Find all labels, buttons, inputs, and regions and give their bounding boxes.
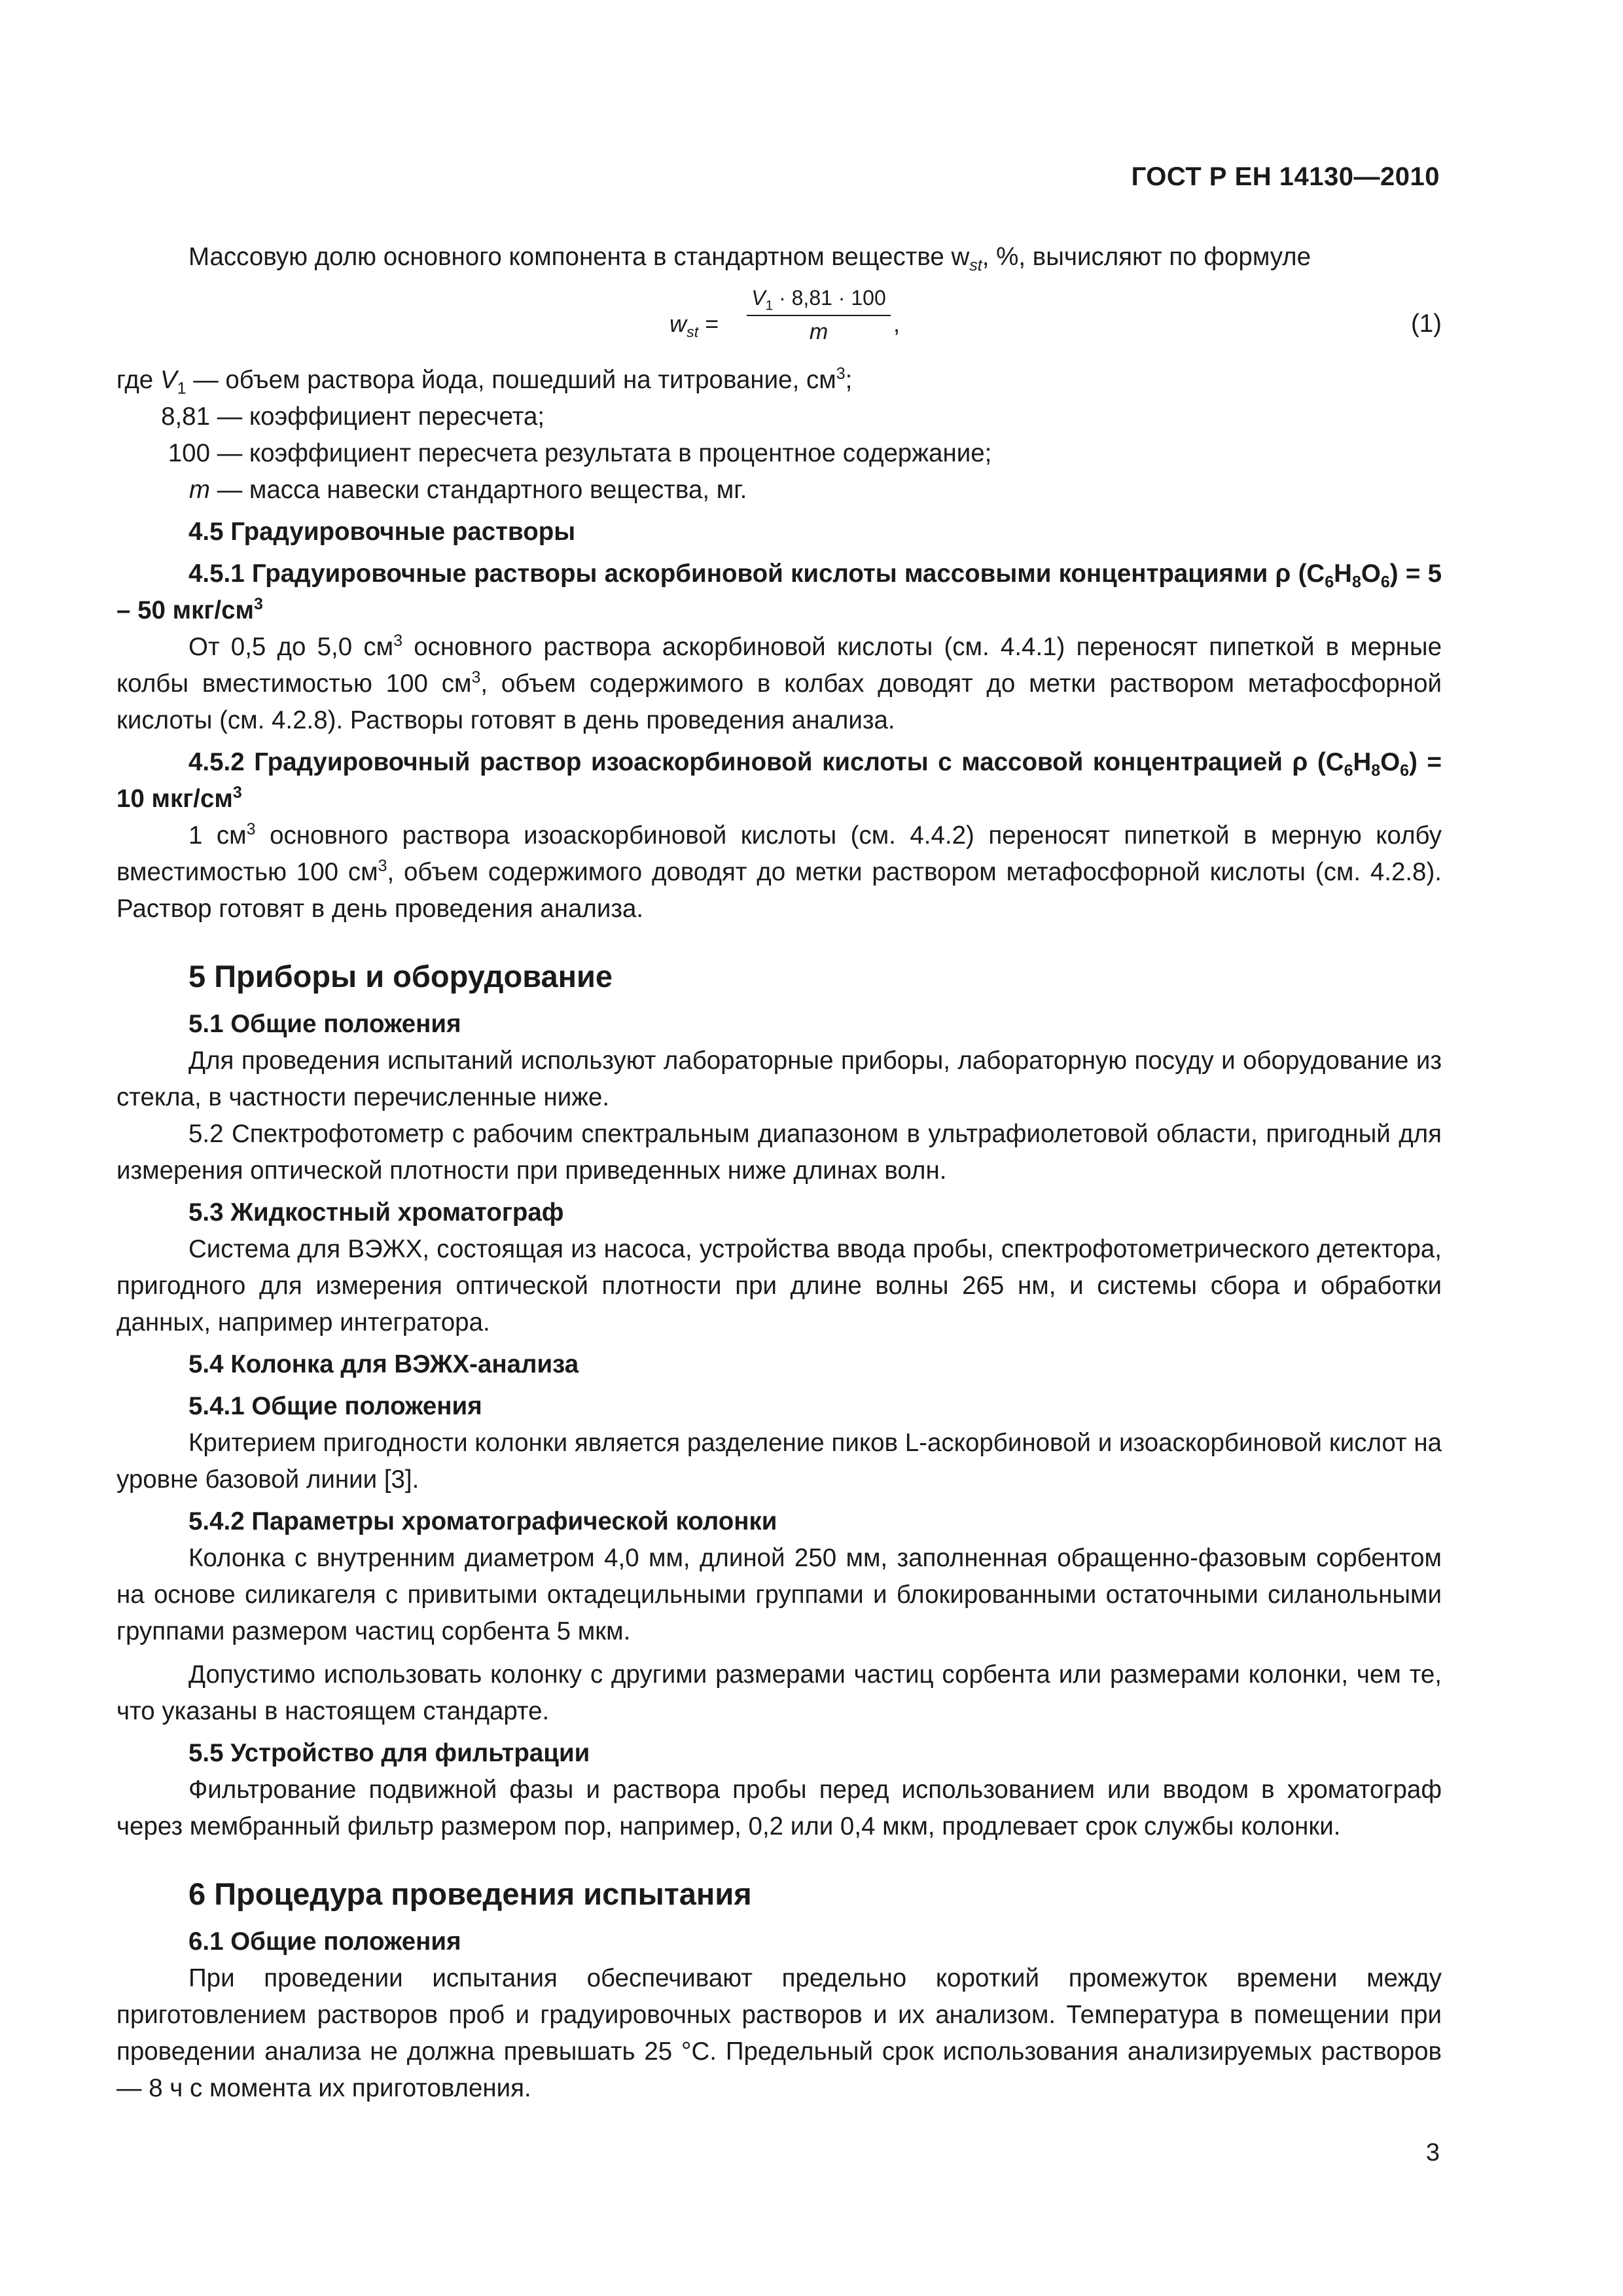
- para-text: 1 см: [188, 821, 247, 850]
- formula-text: H: [1334, 560, 1352, 588]
- section-5-4-1-text: Критерием пригодности колонки является разделение пиков L-аскорбиновой и изоаскорбиновой кислот на уровне базовой линии [3].: [116, 1429, 1442, 1494]
- para-sup: 3: [378, 857, 387, 876]
- section-5-5-title: 5.5 Устройство для фильтрации: [188, 1739, 590, 1767]
- para-text: основного раствора изоаскорбиновой кислоты (см. 4.4.2) переносят пипеткой в мерную колбу вместимостью 100 см: [116, 821, 1442, 886]
- where-text: — коэффициент пересчета;: [210, 403, 545, 431]
- where-key: 8,81: [161, 403, 210, 431]
- intro-tail: , %, вычисляют по формуле: [982, 243, 1311, 271]
- formula-numerator: [747, 283, 891, 312]
- where-tail: ;: [845, 366, 853, 394]
- para-text: , объем содержимого в колбах доводят до метки раствором метафосфорной кислоты (см. 4.2.8). Растворы готовят в день проведения анализа.: [116, 670, 1442, 734]
- where-item: [116, 472, 1442, 509]
- title-text: ) = 5 – 50 мкг/см: [116, 560, 1442, 624]
- section-5-1-text: Для проведения испытаний используют лабораторные приборы, лабораторную посуду и оборудование из стекла, в частности перечисленные ниже.: [116, 1047, 1442, 1111]
- where-text: — объем раствора йода, пошедший на титрование, см: [186, 366, 836, 394]
- where-text: — масса навески стандартного вещества, мг.: [210, 476, 747, 504]
- formula-comma: ,: [893, 310, 901, 337]
- section-5-3-text: Система для ВЭЖХ, состоящая из насоса, устройства ввода пробы, спектрофотометрического детектора, пригодного для измерения оптической плотности при длине волны 265 нм, и системы сбора и обработки данных, например интегратора.: [116, 1235, 1442, 1336]
- formula-lhs-var: w: [669, 310, 687, 337]
- formula-sub: 6: [1400, 761, 1410, 780]
- section-6-1-text: При проведении испытания обеспечивают предельно короткий промежуток времени между приготовлением растворов проб и градуировочных растворов и их анализом. Температура в помещении при проведении анализа не должна превышать 25 °C. Предельный срок использования анализируемых растворов — 8 ч с момента их приготовления.: [116, 1964, 1442, 2102]
- where-sup: 3: [836, 365, 846, 384]
- formula-sub: 8: [1371, 761, 1381, 780]
- page-body: [116, 239, 1442, 2107]
- section-4-5-2-text: [116, 817, 1442, 927]
- where-item: [116, 399, 1442, 435]
- where-item: [116, 435, 1442, 472]
- intro-paragraph: [116, 239, 1442, 276]
- page-number: 3: [1425, 2139, 1440, 2166]
- para-sup: 3: [471, 668, 481, 687]
- formula-fraction: [747, 283, 891, 346]
- section-5-1-title: 5.1 Общие положения: [188, 1010, 461, 1038]
- title-text: 4.5.2 Градуировочный раствор изоаскорбиновой кислоты с массовой концентрацией ρ (C: [188, 748, 1344, 776]
- formula-lhs: [669, 306, 719, 342]
- section-4-5-1-title: [116, 556, 1442, 629]
- formula-num-sub: 1: [765, 298, 774, 314]
- formula-number: (1): [1410, 310, 1442, 338]
- section-4-5-2-title: [116, 744, 1442, 817]
- section-6-1-title: 6.1 Общие положения: [188, 1928, 461, 1956]
- para-sup: 3: [393, 632, 403, 651]
- formula-sub: 6: [1344, 761, 1353, 780]
- formula-sub: 6: [1325, 573, 1334, 592]
- where-key: V: [160, 366, 177, 394]
- formula-num-rest: · 8,81 · 100: [773, 286, 886, 310]
- title-text: ) = 10 мкг/см: [116, 748, 1442, 813]
- formula-lhs-sub: st: [687, 323, 699, 341]
- where-prefix: где: [116, 366, 160, 394]
- section-6-title: 6 Процедура проведения испытания: [188, 1876, 752, 1911]
- formula-sub: 8: [1351, 573, 1361, 592]
- section-5-2-text: 5.2 Спектрофотометр с рабочим спектральным диапазоном в ультрафиолетовой области, пригодный для измерения оптической плотности при приведенных ниже длинах волн.: [116, 1120, 1442, 1185]
- document-id: ГОСТ Р ЕН 14130—2010: [1131, 162, 1440, 191]
- section-4-5-title: 4.5 Градуировочные растворы: [188, 518, 576, 546]
- section-5-4-2-text-1: Колонка с внутренним диаметром 4,0 мм, длиной 250 мм, заполненная обращенно-фазовым сорбентом на основе силикагеля с привитыми октадецильными группами и блокированными остаточными силанольными группами размером частиц сорбента 5 мкм.: [116, 1544, 1442, 1645]
- section-5-title: 5 Приборы и оборудование: [188, 959, 613, 994]
- intro-text: Массовую долю основного компонента в стандартном веществе w: [188, 243, 970, 271]
- where-key: m: [188, 476, 210, 504]
- formula-text: H: [1353, 748, 1372, 776]
- para-text: От 0,5 до 5,0 см: [188, 633, 394, 661]
- section-5-3-title: 5.3 Жидкостный хроматограф: [188, 1198, 564, 1227]
- section-5-5-text: Фильтрование подвижной фазы и раствора пробы перед использованием или вводом в хроматограф через мембранный фильтр размером пор, например, 0,2 или 0,4 мкм, продлевает срок службы колонки.: [116, 1776, 1442, 1840]
- formula-equals: =: [698, 310, 719, 337]
- formula-sub: 6: [1380, 573, 1390, 592]
- where-text: — коэффициент пересчета результата в процентное содержание;: [210, 439, 992, 467]
- formula-text: O: [1380, 748, 1400, 776]
- title-text: 4.5.1 Градуировочные растворы аскорбиновой кислоты массовыми концентрациями ρ (C: [188, 560, 1325, 588]
- where-key-sub: 1: [177, 379, 187, 398]
- section-5-4-1-title: 5.4.1 Общие положения: [188, 1392, 482, 1420]
- para-text: основного раствора аскорбиновой кислоты (см. 4.4.1) переносят пипеткой в мерные колбы вместимостью 100 см: [116, 633, 1442, 698]
- where-key: 100: [168, 439, 210, 467]
- section-5-4-2-text-2: Допустимо использовать колонку с другими размерами частиц сорбента или размерами колонки, чем те, что указаны в настоящем стандарте.: [116, 1660, 1442, 1725]
- formula-num-var: V: [751, 286, 766, 310]
- intro-subscript: st: [969, 256, 982, 275]
- formula-block: [116, 281, 1442, 359]
- section-4-5-1-text: [116, 629, 1442, 739]
- where-item: [116, 362, 1442, 399]
- title-sup: 3: [254, 595, 263, 614]
- section-5-4-2-title: 5.4.2 Параметры хроматографической колонки: [188, 1507, 777, 1535]
- section-5-4-title: 5.4 Колонка для ВЭЖХ-анализа: [188, 1350, 579, 1378]
- para-sup: 3: [246, 820, 256, 839]
- formula-denominator: m: [809, 319, 829, 344]
- fraction-bar: [747, 315, 891, 316]
- para-text: , объем содержимого доводят до метки раствором метафосфорной кислоты (см. 4.2.8). Раствор готовят в день проведения анализа.: [116, 858, 1442, 923]
- title-sup: 3: [232, 783, 242, 802]
- formula-text: O: [1361, 560, 1381, 588]
- where-list: [116, 362, 1442, 509]
